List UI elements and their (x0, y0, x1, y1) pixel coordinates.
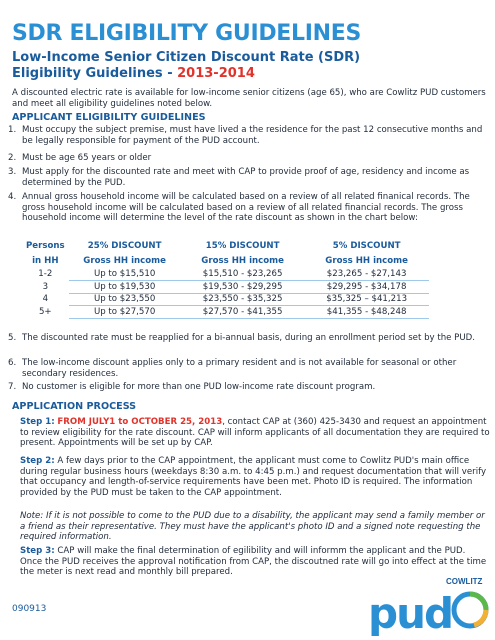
process-heading: APPLICATION PROCESS (12, 401, 137, 412)
table-cell: $15,510 - $23,265 (181, 268, 305, 281)
table-header: Gross HH income (83, 255, 166, 266)
income-table (22, 238, 429, 319)
item-text: No customer is eligible for more than one PUD low-income rate discount program. (22, 382, 376, 392)
item-number: 4. (8, 192, 17, 202)
table-row (22, 293, 429, 306)
table-cell: $19,530 - $29,295 (181, 281, 305, 294)
step-date-range: FROM JULY1 to OCTOBER 25, 2013 (57, 417, 223, 427)
item-number: 5. (8, 333, 17, 343)
applicant-heading: APPLICANT ELIGIBILITY GUIDELINES (12, 112, 206, 123)
table-cell: 1-2 (38, 269, 53, 280)
step-text: CAP will make the final determination of egilibility and will informm the applicant and the PUD. Once the PUD receives the approval notification from CAP, the discoutned rate will go into effect at the time the meter is next read and monthly bill prepared. (20, 546, 487, 578)
document-code: 090913 (12, 604, 47, 614)
table-header: Gross HH income (201, 255, 284, 266)
table-cell: $27,570 - $41,355 (181, 306, 305, 319)
subtitle-prefix: Eligibility Guidelines - (12, 66, 178, 81)
item-text: Must occupy the subject premise, must have lived a the residence for the past 12 consecutive months and be legally responsible for payment of the PUD account. (22, 125, 483, 146)
logo-graphic (366, 574, 490, 636)
step-text: , contact CAP at (360) 425-3430 and request an appointment to review eligibility for the rate discount. CAP will inform applicants of all documentation they are required to present. Appointments will be set up by CAP. (20, 417, 490, 449)
step-label: Step 2: (20, 456, 55, 466)
table-cell: 5+ (38, 306, 52, 317)
table-cell: 4 (42, 294, 49, 305)
item-text: The low-income discount applies only to a primary resident and is not available for seasonal or other secondary residences. (22, 358, 457, 379)
table-cell: Up to $27,570 (69, 306, 181, 319)
item-text: Must apply for the discounted rate and meet with CAP to provide proof of age, residency and income as determined by the PUD. (22, 167, 470, 188)
item-number: 1. (8, 125, 17, 135)
subtitle: Low-Income Senior Citizen Discount Rate (SDR) (12, 50, 361, 65)
page-title: SDR ELIGIBILITY GUIDELINES (12, 21, 362, 46)
table-header: Gross HH income (325, 255, 408, 266)
years-label: 2013-2014 (177, 66, 255, 81)
logo-top-text: COWLITZ (446, 577, 483, 586)
table-cell: 3 (42, 281, 49, 292)
table-cell: Up to $15,510 (69, 268, 181, 281)
step-label: Step 3: (20, 546, 55, 556)
note-paragraph: Note: If it is not possible to come to the PUD due to a disability, the applicant may send a family member or a friend as their representative. They must have the applicant's photo ID and a signed note requesting the required information. (20, 511, 485, 543)
table-header: 15% DISCOUNT (205, 240, 280, 251)
table-header: 25% DISCOUNT (87, 240, 162, 251)
step-3 (20, 546, 490, 578)
table-cell: Up to $23,550 (69, 293, 181, 306)
item-text: Must be age 65 years or older (22, 153, 152, 163)
item-text: The discounted rate must be reapplied for a bi-annual basis, during an enrollment period set by the PUD. (22, 333, 475, 343)
intro-paragraph: A discounted electric rate is available for low-income senior citizens (age 65), who are Cowlitz PUD customers and meet all eligibility guidelines noted below. (12, 88, 486, 109)
logo-word: pud (368, 589, 453, 636)
table-header-row (22, 253, 429, 268)
table-row (22, 281, 429, 294)
step-2 (20, 456, 490, 498)
table-header: 5% DISCOUNT (332, 240, 401, 251)
table-row (22, 306, 429, 319)
table-header: in HH (32, 255, 59, 266)
table-cell: $35,325 – $41,213 (305, 293, 429, 306)
table-cell: Up to $19,530 (69, 281, 181, 294)
table-row (22, 268, 429, 281)
table-cell: $23,550 - $35,325 (181, 293, 305, 306)
table-header: Persons (26, 240, 65, 251)
item-number: 2. (8, 153, 17, 163)
swirl-icon (454, 594, 486, 626)
cowlitz-pud-logo (366, 574, 490, 636)
item-number: 3. (8, 167, 17, 177)
table-cell: $41,355 - $48,248 (305, 306, 429, 319)
subtitle-years (12, 66, 255, 81)
step-label: Step 1: (20, 417, 55, 427)
table-cell: $29,295 - $34,178 (305, 281, 429, 294)
item-number: 6. (8, 358, 17, 368)
table-cell: $23,265 - $27,143 (305, 268, 429, 281)
step-text: A few days prior to the CAP appointment, the applicant must come to Cowlitz PUD's main office during regular business hours (weekdays 8:30 a.m. to 4:45 p.m.) and request documentation that will verify that occupancy and length-of-service requirements have been met. Photo ID is required. The information provided by the PUD must be taken to the CAP appointment. (20, 456, 487, 498)
step-1 (20, 417, 490, 449)
item-number: 7. (8, 382, 17, 392)
table-header-row (22, 238, 429, 253)
item-text: Annual gross household income will be calculated based on a review of all related finanical records. The gross household income will be calculated based on a review of all related financial records. The gross household income will determine the level of the rate discount as shown in the chart below: (22, 192, 470, 223)
